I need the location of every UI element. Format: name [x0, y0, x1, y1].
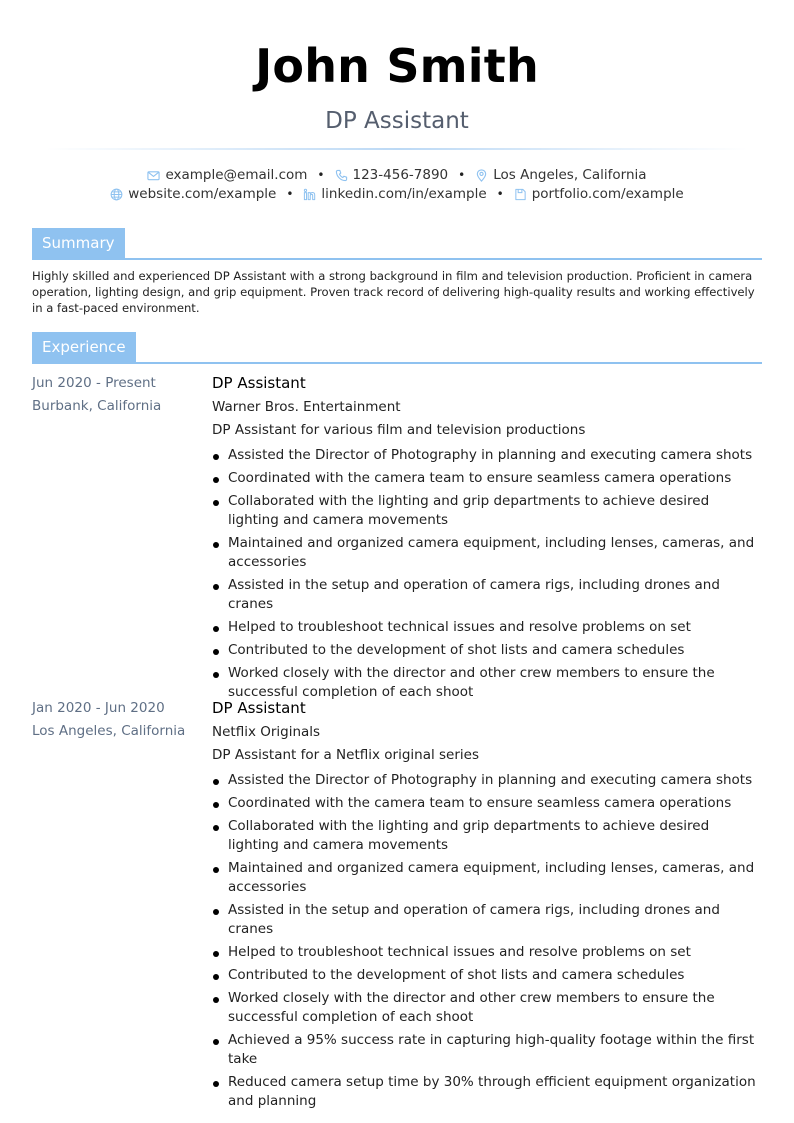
summary-heading: Summary: [32, 228, 125, 259]
website-text: website.com/example: [128, 186, 277, 202]
contact-email[interactable]: [147, 166, 307, 184]
job-bullet: Worked closely with the director and other crew members to ensure the successful completion of each shoot: [212, 664, 762, 702]
job-bullet: Collaborated with the lighting and grip departments to achieve desired lighting and camera movements: [212, 817, 762, 855]
job-bullet: Coordinated with the camera team to ensure seamless camera operations: [212, 469, 762, 488]
phone-text: 123-456-7890: [352, 167, 449, 183]
job-description: DP Assistant for various film and television productions: [212, 422, 586, 438]
job-meta: [32, 697, 202, 743]
contact-portfolio[interactable]: [514, 185, 684, 203]
job-location: Burbank, California: [32, 398, 162, 414]
contact-row-links: [0, 185, 794, 203]
header-divider: [46, 148, 748, 150]
job-details: [212, 372, 762, 702]
candidate-title: DP Assistant: [325, 108, 469, 134]
job-description: DP Assistant for a Netflix original series: [212, 747, 480, 763]
job-company: Warner Bros. Entertainment: [212, 399, 401, 415]
contact-separator: •: [286, 187, 294, 201]
job-dates: Jun 2020 - Present: [32, 375, 156, 391]
job-bullet: Assisted in the setup and operation of camera rigs, including drones and cranes: [212, 901, 762, 939]
linkedin-icon: [303, 188, 316, 201]
job-bullet-list: [212, 771, 762, 1111]
experience-heading: Experience: [32, 332, 136, 363]
job-bullet: Collaborated with the lighting and grip departments to achieve desired lighting and camera movements: [212, 492, 762, 530]
job-bullet: Coordinated with the camera team to ensure seamless camera operations: [212, 794, 762, 813]
contact-phone[interactable]: [335, 166, 449, 184]
job-bullet: Maintained and organized camera equipment, including lenses, cameras, and accessories: [212, 534, 762, 572]
job-bullet-list: [212, 446, 762, 702]
candidate-name: John Smith: [255, 39, 539, 93]
job-location: Los Angeles, California: [32, 723, 186, 739]
job-bullet: Maintained and organized camera equipment, including lenses, cameras, and accessories: [212, 859, 762, 897]
job-meta: [32, 372, 202, 418]
job-bullet: Worked closely with the director and other crew members to ensure the successful completion of each shoot: [212, 989, 762, 1027]
phone-icon: [335, 169, 348, 182]
contact-row-primary: [0, 166, 794, 184]
job-dates: Jan 2020 - Jun 2020: [32, 700, 165, 716]
portfolio-icon: [514, 188, 527, 201]
job-bullet: Assisted the Director of Photography in planning and executing camera shots: [212, 771, 762, 790]
job-bullet: Helped to troubleshoot technical issues and resolve problems on set: [212, 943, 762, 962]
location-pin-icon: [475, 169, 488, 182]
job-bullet: Reduced camera setup time by 30% through efficient equipment organization and planning: [212, 1073, 762, 1111]
summary-paragraph: Highly skilled and experienced DP Assistant with a strong background in film and television production. Proficient in camera operation, lighting design, and grip equipment. Proven track record of delivering high-quality results and working effectively in a fast-paced environment.: [32, 269, 755, 315]
portfolio-text: portfolio.com/example: [531, 186, 684, 202]
job-bullet: Contributed to the development of shot lists and camera schedules: [212, 641, 762, 660]
linkedin-text: linkedin.com/in/example: [321, 186, 487, 202]
job-role: DP Assistant: [212, 374, 306, 392]
contact-website[interactable]: [110, 185, 276, 203]
contact-separator: •: [458, 168, 466, 182]
job-bullet: Helped to troubleshoot technical issues and resolve problems on set: [212, 618, 762, 637]
job-bullet: Contributed to the development of shot lists and camera schedules: [212, 966, 762, 985]
job-company: Netflix Originals: [212, 724, 321, 740]
summary-section-header: [32, 228, 762, 260]
location-text: Los Angeles, California: [493, 167, 647, 183]
job-bullet: Assisted the Director of Photography in planning and executing camera shots: [212, 446, 762, 465]
job-bullet: Achieved a 95% success rate in capturing high-quality footage within the first take: [212, 1031, 762, 1069]
experience-section-header: [32, 332, 762, 364]
job-bullet: Assisted in the setup and operation of camera rigs, including drones and cranes: [212, 576, 762, 614]
job-role: DP Assistant: [212, 699, 306, 717]
email-text: example@email.com: [165, 167, 308, 183]
globe-icon: [110, 188, 123, 201]
mail-icon: [147, 169, 160, 182]
job-details: [212, 697, 762, 1111]
contact-linkedin[interactable]: [303, 185, 486, 203]
contact-location: [475, 166, 646, 184]
contact-separator: •: [317, 168, 325, 182]
contact-separator: •: [496, 187, 504, 201]
